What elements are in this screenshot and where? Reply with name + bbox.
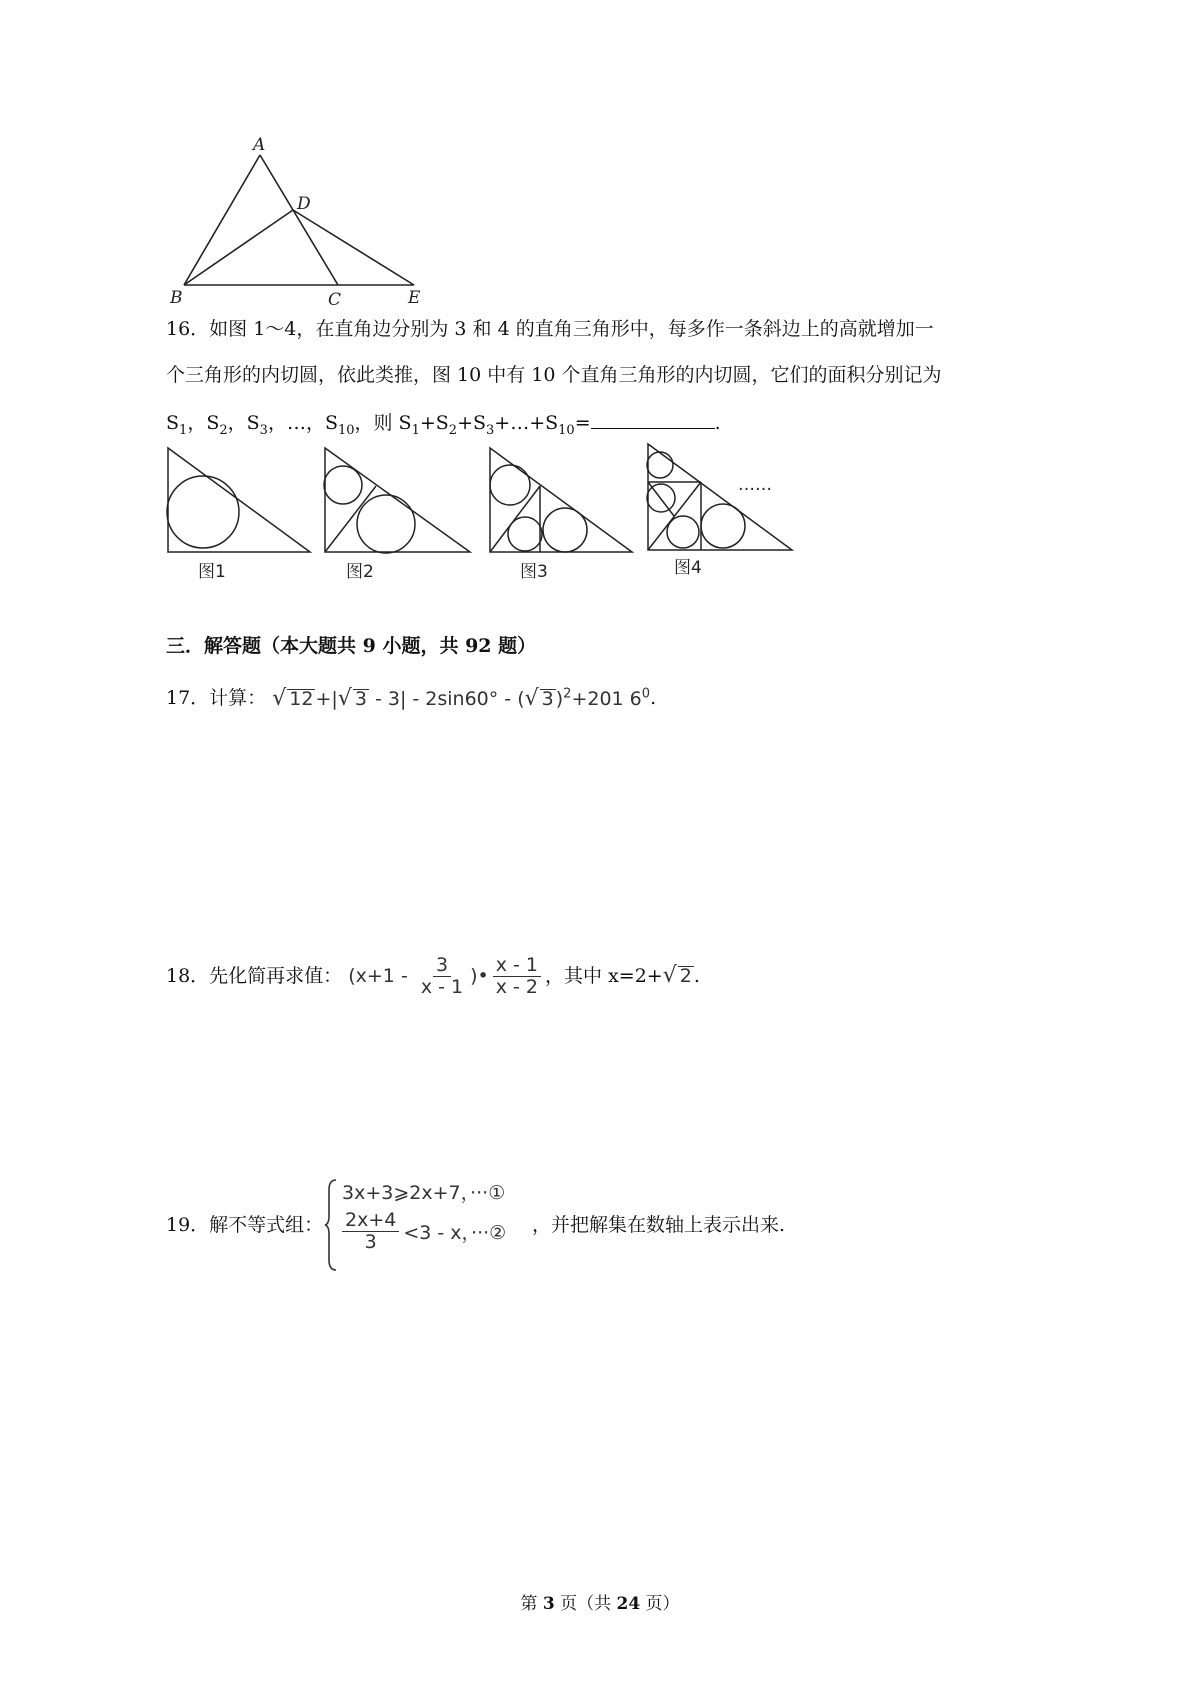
q16-line2: 个三角形的内切圆，依此类推，图 10 中有 10 个直角三角形的内切圆，它们的面积分别记为	[166, 364, 942, 386]
point-label-b: B	[170, 288, 183, 308]
figure-4	[647, 444, 792, 550]
q17: 17．计算： √ 12 +|√ 3 - 3| - 2sin60° - (√ 3 )$^2$+201 $6^0$.	[166, 686, 657, 711]
inequality-2: $\frac{2x+4}{3}$ <3 - x，···②	[342, 1210, 506, 1253]
triangle-figure-15	[170, 135, 430, 310]
incircle-figures	[160, 440, 810, 590]
page-footer: 第 3 页（共 24 页）	[520, 1594, 680, 1614]
section-heading: 三．解答题（本大题共 9 小题，共 92 题）	[166, 635, 537, 657]
point-label-d: D	[297, 194, 311, 214]
figure-2	[324, 448, 470, 553]
point-label-c: C	[328, 290, 342, 310]
point-label-e: E	[408, 288, 421, 308]
q17-label: 17．计算：	[166, 687, 267, 710]
figure-1	[167, 448, 310, 552]
answer-blank[interactable]	[591, 410, 715, 429]
ellipsis-mark: ……	[738, 475, 772, 495]
q16-line1: 16．如图 1～4，在直角边分别为 3 和 4 的直角三角形中，每多作一条斜边上的高就增加一	[166, 318, 934, 340]
point-label-a: A	[253, 135, 266, 155]
q18-expression: (x+1 - $\frac{3}{x - 1}$ )• $\frac{x - 1}{x - 2}$	[348, 955, 545, 998]
caption-fig4: 图4	[674, 558, 702, 578]
q19-tail: ，并把解集在数轴上表示出来.	[532, 1214, 786, 1236]
q17-expression: √ 12 +|√ 3 - 3| - 2sin60° - (√ 3 )$^2$+201 $6^0$	[272, 686, 651, 711]
q16-line3: $S_1$，$S_2$，$S_3$，…，$S_{10}$，则 $S_1+S_2+S_3+\dots+S_{10}=$ .	[166, 412, 721, 438]
brace-icon	[324, 1178, 338, 1272]
figure-3	[490, 448, 632, 552]
inequality-1: 3x+3⩾2x+7，···①	[342, 1182, 506, 1204]
caption-fig2: 图2	[346, 562, 374, 582]
q18: 18．先化简再求值： (x+1 - $\frac{3}{x - 1}$ )• $\frac{x - 1}{x - 2}$ ，其中 x=2+√ 2 .	[166, 954, 700, 998]
q19-label: 19．解不等式组：	[166, 1214, 324, 1236]
caption-fig1: 图1	[198, 562, 226, 582]
q18-label: 18．先化简再求值：	[166, 964, 343, 987]
caption-fig3: 图3	[520, 562, 548, 582]
